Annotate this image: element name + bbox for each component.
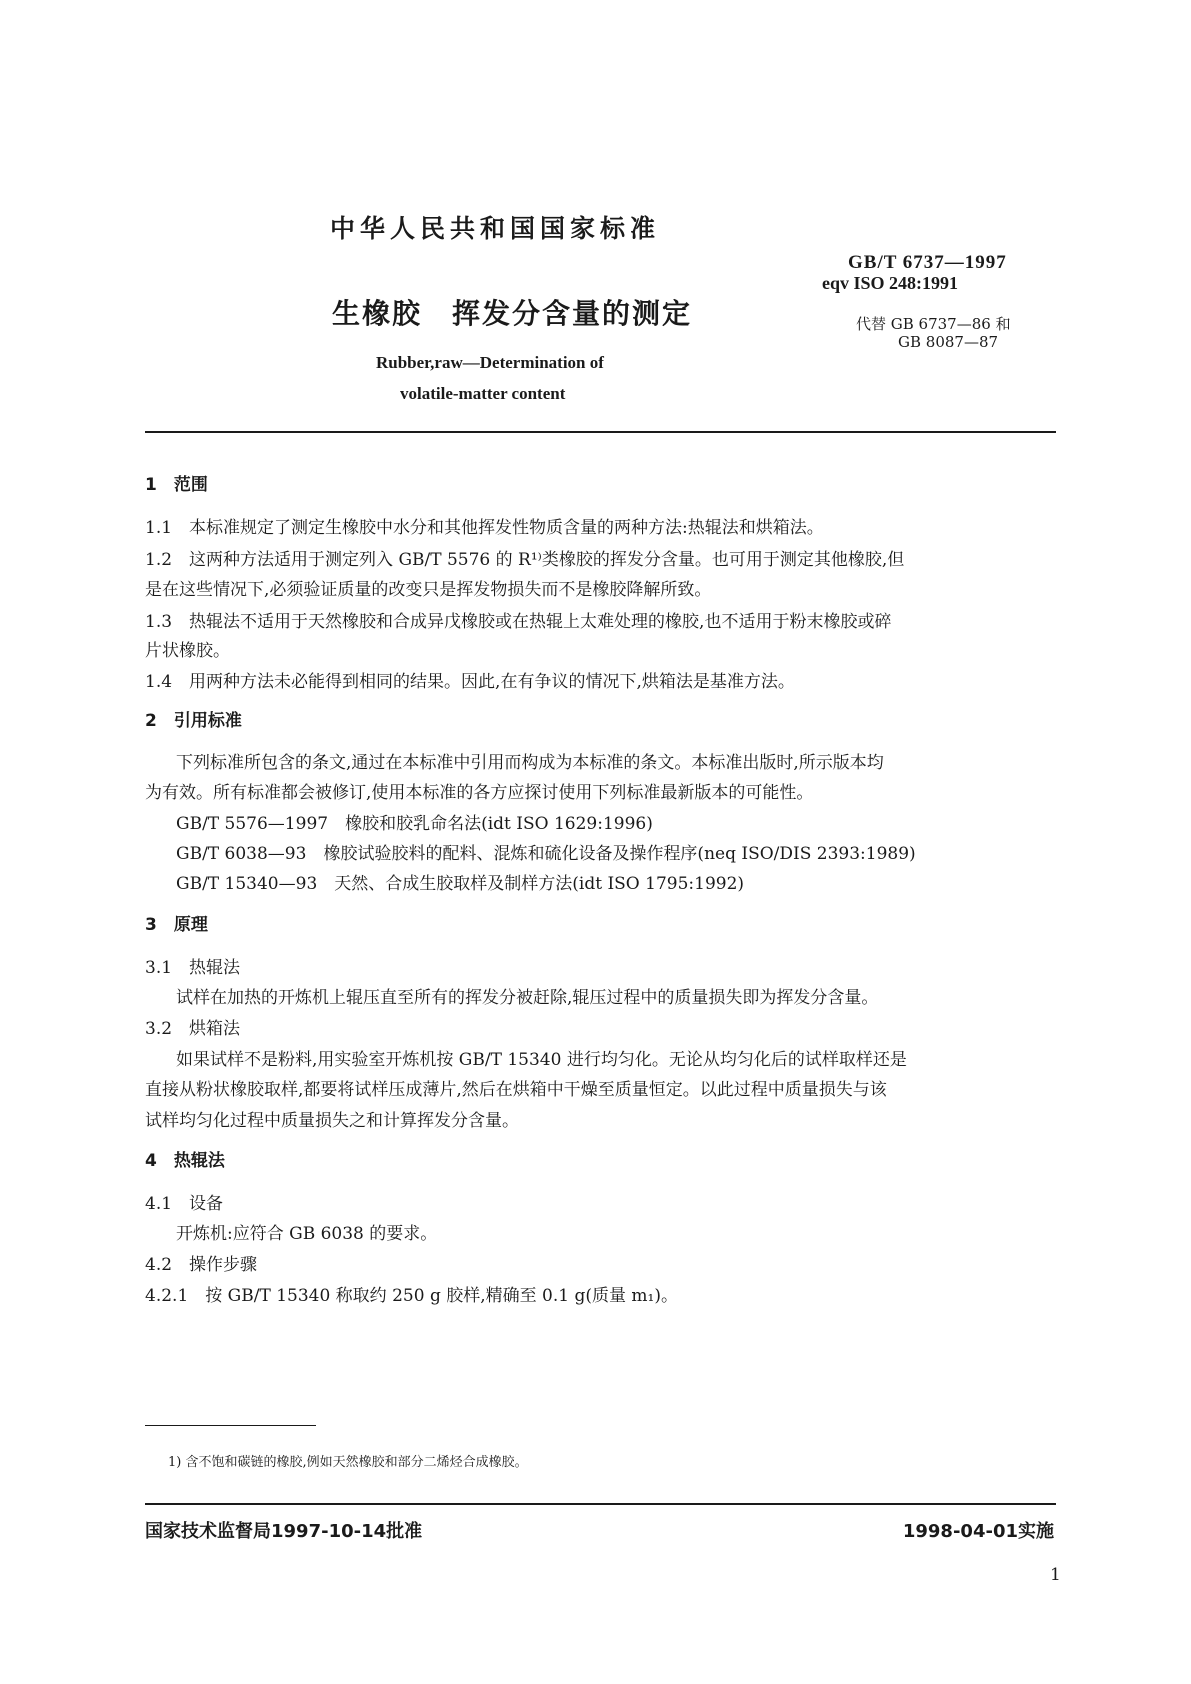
clause-3-2-heading: 3.2 烘箱法 bbox=[145, 1019, 241, 1039]
effective-date: 1998-04-01实施 bbox=[902, 1521, 1054, 1542]
footnote-separator bbox=[145, 1425, 316, 1426]
footer-divider bbox=[145, 1503, 1056, 1505]
footnote: 1) 含不饱和碳链的橡胶,例如天然橡胶和部分二烯烃合成橡胶。 bbox=[168, 1455, 528, 1470]
clause-4-1-heading: 4.1 设备 bbox=[145, 1194, 224, 1214]
section-3-heading: 3 原理 bbox=[145, 915, 208, 935]
clause-1-2-line-1: 1.2 这两种方法适用于测定列入 GB/T 5576 的 R¹⁾类橡胶的挥发分含量。也可用于测定其他橡胶,但 bbox=[145, 550, 905, 570]
replaces-line-1: 代替 GB 6737—86 和 bbox=[856, 315, 1011, 333]
clause-4-2-heading: 4.2 操作步骤 bbox=[145, 1255, 258, 1275]
standard-code: GB/T 6737—1997 bbox=[848, 252, 1007, 273]
reference-3: GB/T 15340—93 天然、合成生胶取样及制样方法(idt ISO 1795:1992) bbox=[176, 874, 745, 894]
clause-3-2-line-1: 如果试样不是粉料,用实验室开炼机按 GB/T 15340 进行均匀化。无论从均匀化后的试样取样还是 bbox=[176, 1050, 907, 1070]
page-number: 1 bbox=[1050, 1565, 1061, 1585]
clause-1-3-line-2: 片状橡胶。 bbox=[145, 641, 230, 661]
clause-1-1: 1.1 本标准规定了测定生橡胶中水分和其他挥发性物质含量的两种方法:热辊法和烘箱法。 bbox=[145, 518, 824, 538]
national-standard-heading: 中华人民共和国国家标准 bbox=[330, 214, 661, 243]
clause-4-2-1: 4.2.1 按 GB/T 15340 称取约 250 g 胶样,精确至 0.1 g(质量 m₁)。 bbox=[145, 1286, 678, 1306]
clause-3-2-line-2: 直接从粉状橡胶取样,都要将试样压成薄片,然后在烘箱中干燥至质量恒定。以此过程中质量损失与该 bbox=[145, 1080, 887, 1100]
replaces-line-2: GB 8087—87 bbox=[898, 333, 999, 351]
clause-3-2-line-3: 试样均匀化过程中质量损失之和计算挥发分含量。 bbox=[145, 1111, 519, 1131]
clause-3-1-text: 试样在加热的开炼机上辊压直至所有的挥发分被赶除,辊压过程中的质量损失即为挥发分含量。 bbox=[176, 988, 879, 1008]
document-title-en-line-1: Rubber,raw—Determination of bbox=[376, 353, 604, 372]
reference-1: GB/T 5576—1997 橡胶和胶乳命名法(idt ISO 1629:1996) bbox=[176, 814, 653, 834]
section-2-paragraph-line-2: 为有效。所有标准都会被修订,使用本标准的各方应探讨使用下列标准最新版本的可能性。 bbox=[145, 783, 814, 803]
clause-1-2-line-2: 是在这些情况下,必须验证质量的改变只是挥发物损失而不是橡胶降解所致。 bbox=[145, 580, 712, 600]
section-1-heading: 1 范围 bbox=[145, 475, 208, 495]
reference-2: GB/T 6038—93 橡胶试验胶料的配料、混炼和硫化设备及操作程序(neq ISO/DIS 2393:1989) bbox=[176, 844, 916, 864]
clause-1-4: 1.4 用两种方法未必能得到相同的结果。因此,在有争议的情况下,烘箱法是基准方法。 bbox=[145, 672, 795, 692]
section-4-heading: 4 热辊法 bbox=[145, 1151, 225, 1171]
equivalent-standard: eqv ISO 248:1991 bbox=[822, 273, 959, 293]
clause-1-3-line-1: 1.3 热辊法不适用于天然橡胶和合成异戊橡胶或在热辊上太难处理的橡胶,也不适用于粉末橡胶或碎 bbox=[145, 612, 892, 632]
header-divider bbox=[145, 431, 1056, 433]
section-2-paragraph-line-1: 下列标准所包含的条文,通过在本标准中引用而构成为本标准的条文。本标准出版时,所示版本均 bbox=[176, 753, 884, 773]
clause-3-1-heading: 3.1 热辊法 bbox=[145, 958, 241, 978]
section-2-heading: 2 引用标准 bbox=[145, 711, 242, 731]
document-title-cn: 生橡胶 挥发分含量的测定 bbox=[332, 297, 693, 330]
clause-4-1-text: 开炼机:应符合 GB 6038 的要求。 bbox=[176, 1224, 438, 1244]
approval-line: 国家技术监督局1997-10-14批准 bbox=[145, 1521, 423, 1542]
document-title-en-line-2: volatile-matter content bbox=[400, 384, 566, 403]
